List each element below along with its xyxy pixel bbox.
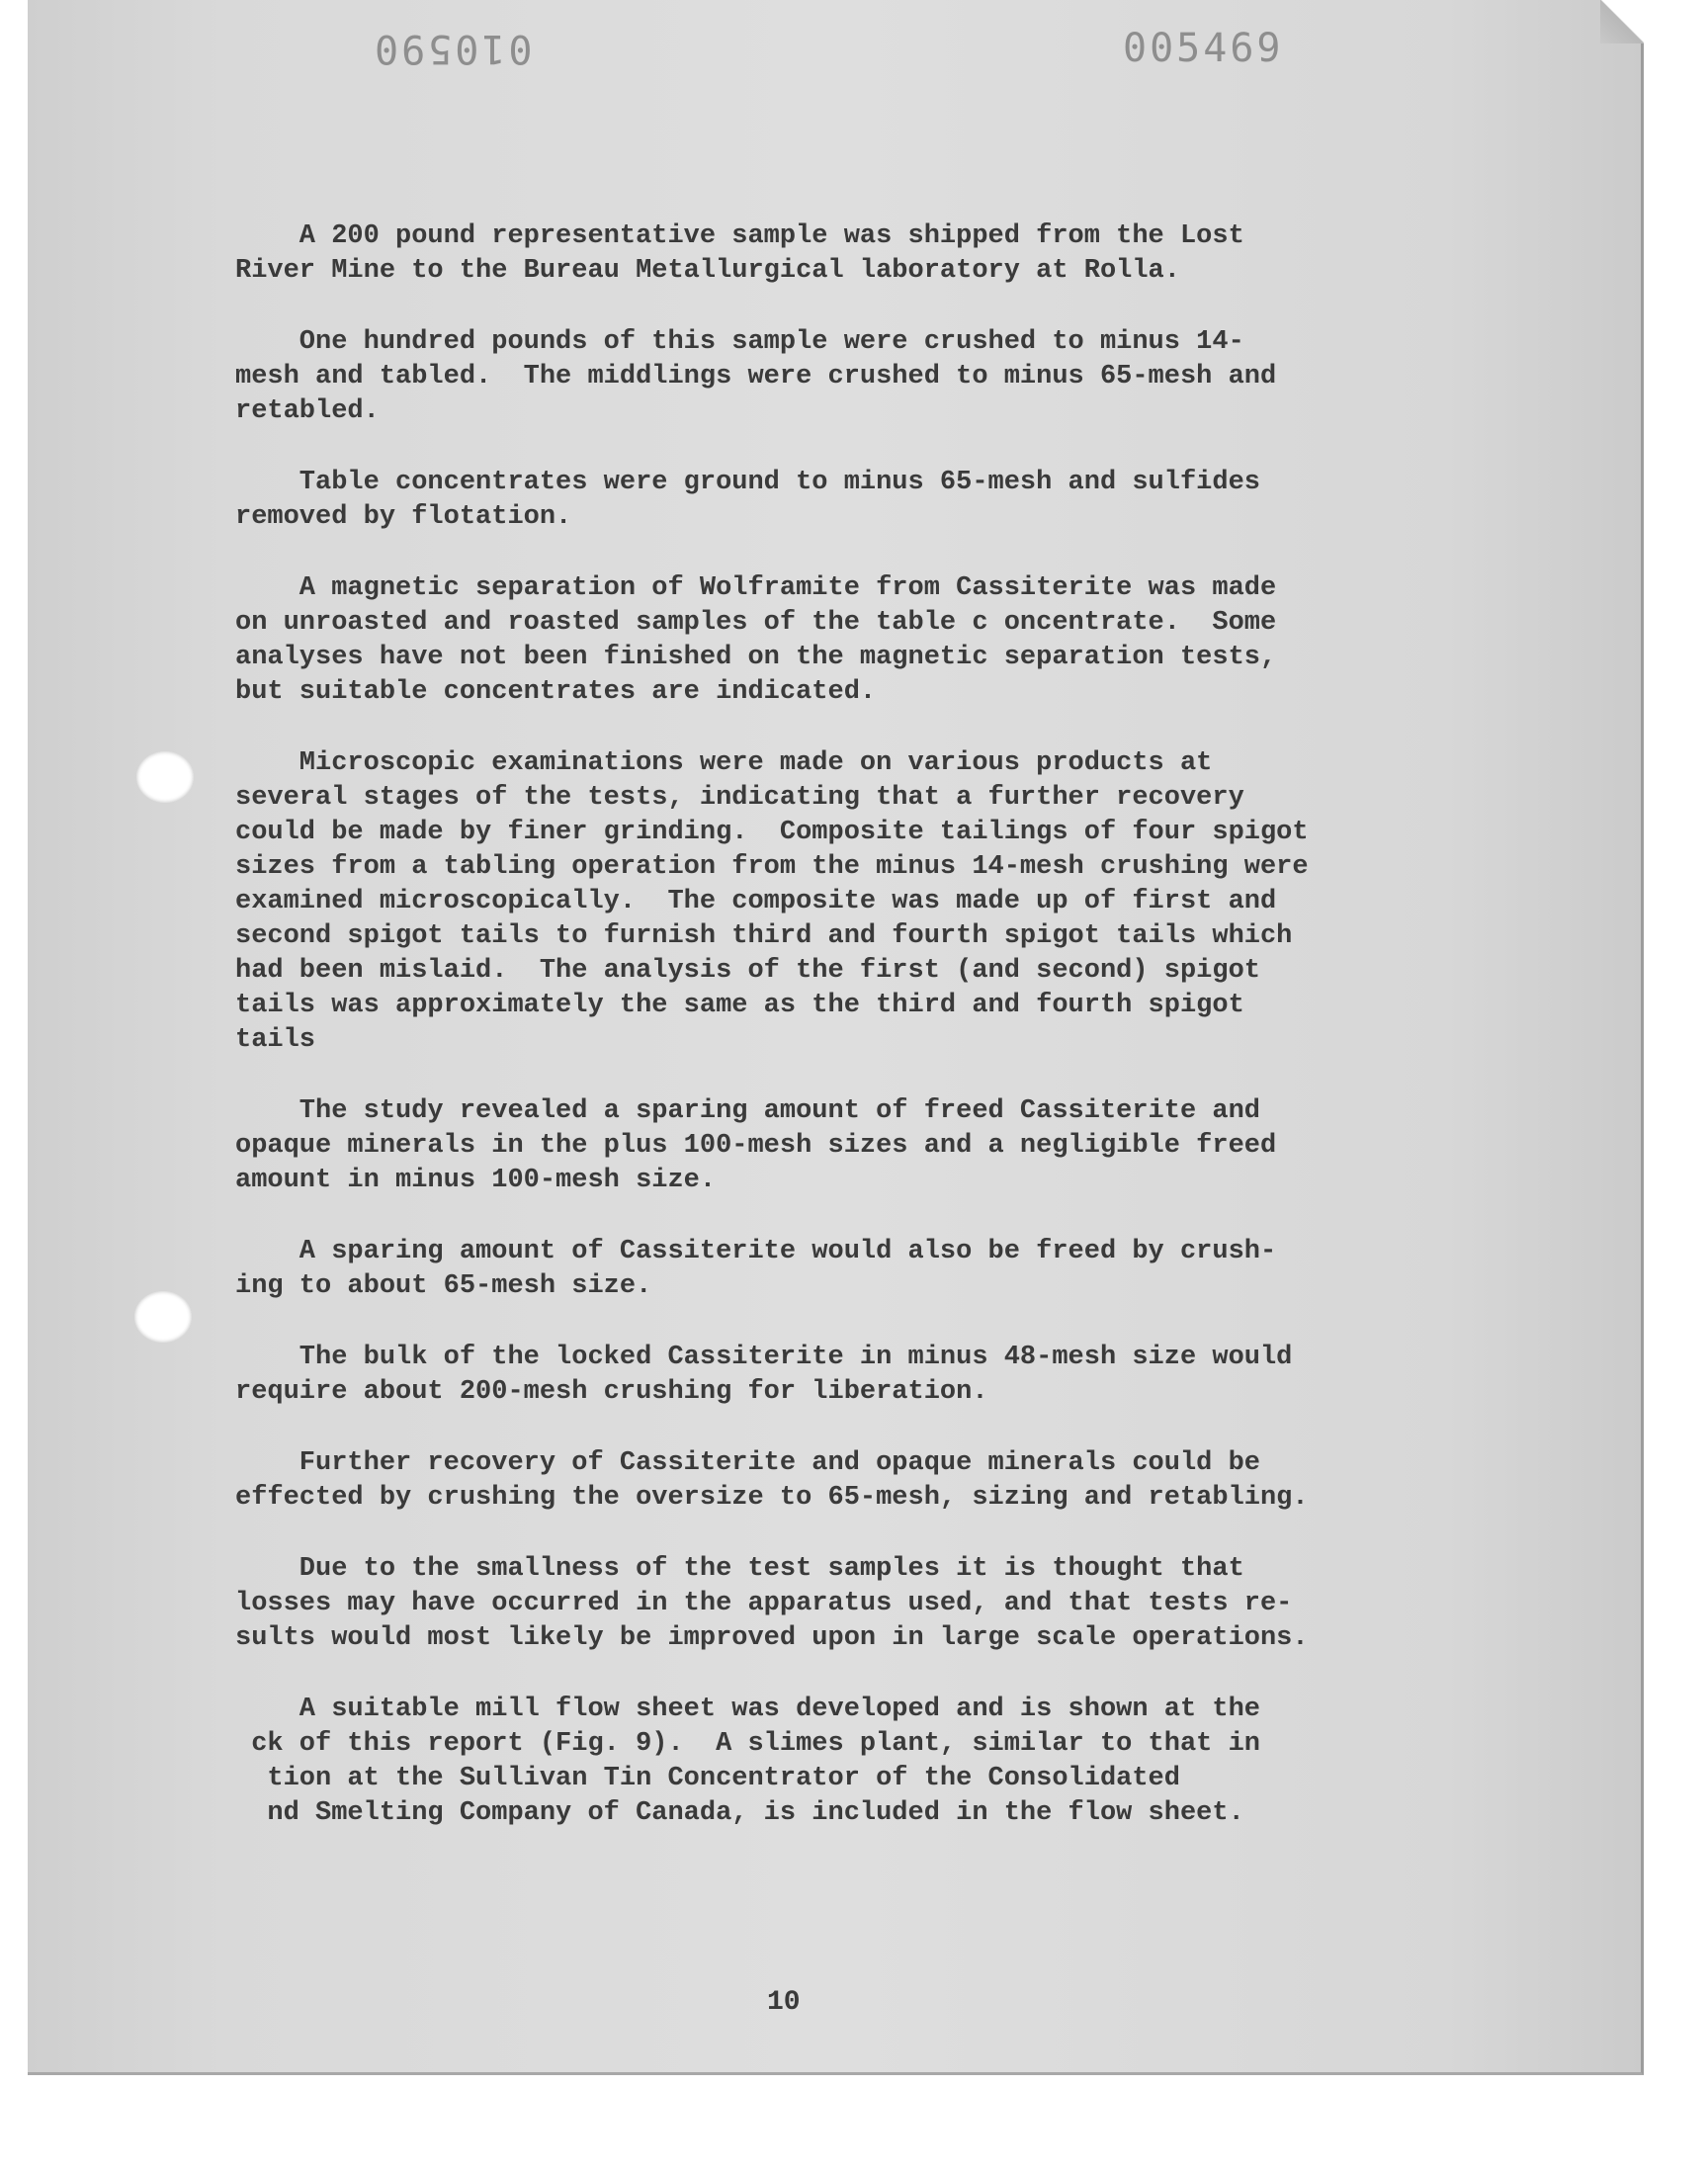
paragraph xyxy=(235,466,1402,535)
text-line: examined microscopically. The composite was made up of first and xyxy=(235,887,1277,916)
report-body xyxy=(235,219,1402,1868)
paragraph xyxy=(235,1341,1402,1410)
paragraph xyxy=(235,1552,1402,1656)
text-line: tails was approximately the same as the third and fourth spigot xyxy=(235,991,1244,1020)
paragraph xyxy=(235,325,1402,429)
text-line: Microscopic examinations were made on various products at xyxy=(235,748,1213,778)
text-line: A sparing amount of Cassiterite would also be freed by crush- xyxy=(235,1237,1277,1266)
paragraph xyxy=(235,1235,1402,1304)
text-line: ck of this report (Fig. 9). A slimes plant, similar to that in xyxy=(235,1729,1260,1759)
text-line: amount in minus 100-mesh size. xyxy=(235,1166,717,1195)
paragraph xyxy=(235,219,1402,289)
text-line: several stages of the tests, indicating that a further recovery xyxy=(235,783,1244,813)
text-line: One hundred pounds of this sample were crushed to minus 14- xyxy=(235,327,1244,357)
page-number: 10 xyxy=(767,1987,801,2018)
paragraph xyxy=(235,1693,1402,1831)
text-line: The study revealed a sparing amount of freed Cassiterite and xyxy=(235,1096,1260,1126)
text-line: losses may have occurred in the apparatus used, and that tests re- xyxy=(235,1589,1293,1618)
text-line: Due to the smallness of the test samples it is thought that xyxy=(235,1554,1244,1584)
text-line: A 200 pound representative sample was shipped from the Lost xyxy=(235,221,1244,251)
punch-hole xyxy=(134,1291,192,1343)
scanned-page xyxy=(28,0,1644,2075)
paragraph xyxy=(235,571,1402,710)
text-line: require about 200-mesh crushing for liberation. xyxy=(235,1377,988,1407)
text-line: opaque minerals in the plus 100-mesh sizes and a negligible freed xyxy=(235,1131,1277,1161)
text-line: mesh and tabled. The middlings were crushed to minus 65-mesh and xyxy=(235,362,1277,392)
text-line: but suitable concentrates are indicated. xyxy=(235,677,877,707)
text-line: analyses have not been finished on the magnetic separation tests, xyxy=(235,643,1277,672)
text-line: tion at the Sullivan Tin Concentrator of the Consolidated xyxy=(235,1764,1180,1793)
text-line: removed by flotation. xyxy=(235,502,572,532)
text-line: ing to about 65-mesh size. xyxy=(235,1271,652,1301)
text-line: second spigot tails to furnish third and fourth spigot tails which xyxy=(235,921,1293,951)
paragraph xyxy=(235,746,1402,1058)
text-line: Further recovery of Cassiterite and opaque minerals could be xyxy=(235,1448,1260,1478)
punch-hole xyxy=(136,751,194,803)
text-line: River Mine to the Bureau Metallurgical laboratory at Rolla. xyxy=(235,256,1180,286)
paragraph xyxy=(235,1446,1402,1516)
document-number-stamp-right: 005469 xyxy=(1123,26,1284,71)
text-line: The bulk of the locked Cassiterite in minus 48-mesh size would xyxy=(235,1343,1293,1372)
text-line: on unroasted and roasted samples of the table c oncentrate. Some xyxy=(235,608,1277,638)
text-line: A magnetic separation of Wolframite from Cassiterite was made xyxy=(235,573,1277,603)
paragraph xyxy=(235,1094,1402,1198)
text-line: Table concentrates were ground to minus 65-mesh and sulfides xyxy=(235,468,1260,497)
text-line: sults would most likely be improved upon in large scale operations. xyxy=(235,1623,1309,1653)
text-line: had been mislaid. The analysis of the first (and second) spigot xyxy=(235,956,1260,986)
text-line: effected by crushing the oversize to 65-mesh, sizing and retabling. xyxy=(235,1483,1309,1513)
text-line: sizes from a tabling operation from the minus 14-mesh crushing were xyxy=(235,852,1309,882)
text-line: retabled. xyxy=(235,396,380,426)
document-number-stamp-left: 010590 xyxy=(372,26,533,71)
text-line: A suitable mill flow sheet was developed and is shown at the xyxy=(235,1695,1260,1724)
text-line: tails xyxy=(235,1025,316,1055)
text-line: could be made by finer grinding. Composite tailings of four spigot xyxy=(235,818,1309,847)
text-line: nd Smelting Company of Canada, is included in the flow sheet. xyxy=(235,1798,1244,1828)
